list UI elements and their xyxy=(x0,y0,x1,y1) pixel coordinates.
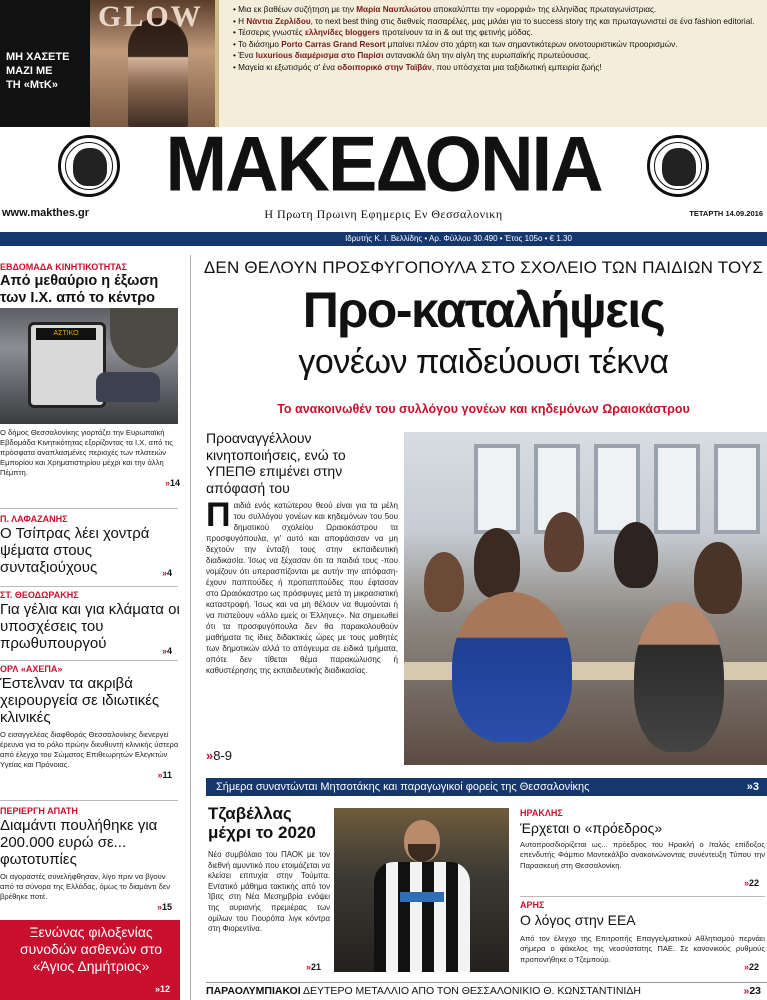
bus-sign: ΑΣΤΙΚΟ xyxy=(36,328,96,340)
football-player-photo xyxy=(334,808,509,972)
page-ref[interactable]: »11 xyxy=(157,770,172,780)
magazine-cover-image[interactable] xyxy=(90,0,215,127)
right-story-body: Αυτοπροσδιορίζεται ως... πρόεδρος του Ηρακλή ο Ιταλός επίδοξος επενδυτής Φάμπιο Μοντεκάλβο ανακοινώνοντας συνέντευξη Τύπου την Παρασκευή στη Θεσσαλονίκη. xyxy=(520,840,765,870)
story-headline[interactable]: Από μεθαύριο η έξωση των Ι.Χ. από το κέντρο xyxy=(0,273,159,306)
page-ref[interactable]: »15 xyxy=(156,902,172,912)
right-story-kicker: ΑΡΗΣ xyxy=(520,900,545,910)
left-story-2[interactable]: Π. ΛΑΦΑΖΑΝΗΣ Ο Τσίπρας λέει χοντρά ψέματα στους συνταξιούχους »4 xyxy=(0,514,172,578)
page-ref[interactable]: »21 xyxy=(306,962,322,972)
sports-body: Νέο συμβόλαιο του ΠΑΟΚ με τον διεθνή αμυντικό που ετοιμάζεται να κλείσει επιτυχία στην Τούμπα. Εντατικό μάθημα τακτικής από τον Ίβιτς στη Νέα Μεσημβρία ενόψει της αυριανής πρεμιέρας των ομίλων του Γιουρόπα λιγκ κόντρα στη Φιορεντίνα. xyxy=(208,850,330,934)
main-kicker: ΔΕΝ ΘΕΛΟΥΝ ΠΡΟΣΦΥΓΟΠΟΥΛΑ ΣΤΟ ΣΧΟΛΕΙΟ ΤΩΝ ΠΑΙΔΙΩΝ ΤΟΥΣ xyxy=(203,258,764,277)
right-story-headline[interactable]: Ο λόγος στην ΕΕΑ xyxy=(520,912,636,928)
right-story-headline[interactable]: Έρχεται ο «πρόεδρος» xyxy=(520,820,663,836)
page-ref[interactable]: »22 xyxy=(744,962,760,972)
classroom-children-photo xyxy=(404,432,767,765)
left-story-1[interactable] xyxy=(0,262,180,307)
story-kicker: ΕΒΔΟΜΑΔΑ ΚΙΝΗΤΙΚΟΤΗΤΑΣ xyxy=(0,262,128,272)
main-headline-line2[interactable]: γονέων παιδεύουσι τέκνα xyxy=(298,343,669,381)
main-subhead: Το ανακοινωθέν του συλλόγου γονέων και κηδεμόνων Ωραιοκάστρου xyxy=(277,402,690,416)
left-story-5[interactable]: ΠΕΡΙΕΡΓΗ ΑΠΑΤΗ Διαμάντι πουλήθηκε για 200.000 ευρώ σε... φωτοτυπίες Οι αγοραστές συνελήφθησαν, λίγο πριν να βγουν από τα σύνορα της Ελλάδας, όμως το διαμάντι δεν βρέθηκε ποτέ. »15 xyxy=(0,806,172,912)
page-ref[interactable]: »23 xyxy=(743,985,761,997)
promo-item[interactable]: • Τέσσερις γνωστές ελληνίδες bloggers προτείνουν τα in & out της φετινής μόδας. xyxy=(233,28,533,37)
sports-headline[interactable]: Τζαβέλλας μέχρι το 2020 xyxy=(208,804,316,842)
main-deck: Προαναγγέλλουν κινητοποιήσεις, ενώ το ΥΠΕΠΘ επιμένει στην απόφασή του xyxy=(206,430,346,496)
tagline: Η Πρωτη Πρωινη Εφημερις Εν Θεσσαλονικη xyxy=(264,207,503,221)
promo-left-text: ΜΗ ΧΑΣΕΤΕ ΜΑΖΙ ΜΕ ΤΗ «ΜτΚ» xyxy=(6,51,70,91)
column-divider xyxy=(190,255,191,1000)
promo-items-list xyxy=(215,0,767,127)
promo-item[interactable]: • Μια εκ βαθέων συζήτηση με την Μαρία Ναυπλιώτου αποκαλύπτει την «ομορφιά» της ελληνίδας πρωταγωνίστριας. xyxy=(233,5,657,14)
page-ref[interactable]: »4 xyxy=(161,646,172,656)
right-story-body: Από τον έλεγχο της Επιτροπής Επαγγελματικού Αθλητισμού περνάει σήμερα ο φάκελος της νεοσύστατης ΠΑΕ. Σε κανονικούς ρυθμούς προπονήθηκε ο Τζεμπούρ. xyxy=(520,934,765,964)
issue-info-bar: Ιδρυτής Κ. Ι. Βελλίδης • Αρ. Φύλλου 30.490 • Έτος 105ο • € 1.30 xyxy=(0,232,767,246)
website-link[interactable]: www.makthes.gr xyxy=(2,207,90,219)
dateline: ΤΕΤΑΡΤΗ 14.09.2016 xyxy=(689,209,763,218)
right-story-kicker: ΗΡΑΚΛΗΣ xyxy=(520,808,563,818)
page-ref[interactable]: »12 xyxy=(154,984,170,994)
left-story-4[interactable]: ΟΡΛ «ΑΧΕΠΑ» Έστελναν τα ακριβά χειρουργεία σε ιδιωτικές κλινικές Ο εισαγγελέας διαφθοράς Θεσσαλονίκης διενεργεί έρευνα για το ρόλο πρώην διευθυντή κλινικής ύστερα από έλεγχο του Σώματος Επιθεωρητών Ελεγκτών Υγείας και Πρόνοιας. »11 xyxy=(0,664,179,780)
red-promo-box[interactable]: Ξενώνας φιλοξενίας συνοδών ασθενών στο «Άγιος Δημήτριος» »12 xyxy=(0,920,180,1000)
blue-news-banner[interactable]: Σήμερα συναντώνται Μητσοτάκης και παραγωγικοί φορείς της Θεσσαλονίκης »3 xyxy=(206,778,767,796)
left-story-1-body: Ο δήμος Θεσσαλονίκης γιορτάζει την Ευρωπαϊκή Εβδομάδα Κινητικότητας εξορίζοντας τα Ι.Χ. από τις πρόσφατα αναπλασμένες περιοχές των πλατειών Εμπορίου και Χρηματιστηρίου μέχρι και την άλλη Πέμπτη. »14 xyxy=(0,428,180,488)
masthead xyxy=(0,119,767,232)
promo-item[interactable]: • Η Νάντια Ζερλίδου, το next best thing στις διεθνείς πασαρέλες, μας μιλάει για το success story της και πρωταγωνιστεί σε ένα fashion editorial. xyxy=(233,16,755,26)
bus-photo xyxy=(0,308,178,424)
promo-left-panel xyxy=(0,0,90,127)
page-ref[interactable]: »14 xyxy=(164,478,180,488)
divider xyxy=(520,896,765,897)
promo-item[interactable]: • Ένα luxurious διαμέρισμα στο Παρίσι αντανακλά όλη την αίγλη της ευρωπαϊκής πρωτεύουσας. xyxy=(233,51,591,60)
drop-cap: Π xyxy=(206,496,231,534)
page-ref[interactable]: »4 xyxy=(161,568,172,578)
bottom-news-strip[interactable]: ΠΑΡΑΟΛΥΜΠΙΑΚΟΙ ΔΕΥΤΕΡΟ ΜΕΤΑΛΛΙΟ ΑΠΟ ΤΟΝ ΘΕΣΣΑΛΟΝΙΚΙΟ Θ. ΚΩΝΣΤΑΝΤΙΝΙΔΗ »23 xyxy=(206,982,767,1000)
page-ref[interactable]: »22 xyxy=(744,878,760,888)
cover-model-figure xyxy=(128,18,188,127)
promo-item[interactable]: • Το διάσημο Porto Carras Grand Resort μπαίνει πλέον στο χάρτη και των σημαντικότερων οινοτουριστικών προορισμών. xyxy=(233,39,678,49)
promo-item[interactable]: • Μαγεία κι εξωτισμός σ' ένα οδοιπορικό στην Ταϊβάν, που υπόσχεται μια ταξιδιωτική εμπειρία ζωής! xyxy=(233,62,602,72)
main-page-ref[interactable]: »8-9 xyxy=(206,748,233,763)
page-ref[interactable]: »3 xyxy=(746,781,759,793)
left-story-3[interactable]: ΣΤ. ΘΕΟΔΩΡΑΚΗΣ Για γέλια και για κλάματα οι υποσχέσεις του πρωθυπουργού »4 xyxy=(0,590,180,656)
newspaper-logo[interactable]: ΜΑΚΕΔΟΝΙΑ xyxy=(165,119,602,208)
main-body: Παιδιά ενός κατώτερου θεού είναι για τα μέλη του συλλόγου γονέων και κηδεμόνων του 5ου δημοτικού σχολείου Ωραιοκάστρου τα προσφυγόπουλα, γι' αυτό και αποφάσισαν να μη δεχτούν την ένταξή τους στην εκπαιδευτική διαδικασία. Ίσως να ξέχασαν ότι τα παιδιά τους -που νομίζουν ότι υπερασπίζονται με αυτήν την απόφαση- έχουν παππούδες ή προπαππούδες που έφτασαν στο Ωραιόκαστρο ως πρόσφυγες μετά τη μικρασιατική καταστροφή. Ίσως και να μη θέλουν να θυμούνται ή να πιστεύουν «άλλο εμείς οι Έλληνες». Να σημειωθεί ότι τα προσφυγόπουλα δεν θα παρακολουθούν μαθήματα τις ίδιες διδακτικές ώρες με τους μαθητές των δημοτικών αλλά το απόγευμα σε ειδικά τμήματα, οπότε δεν τίθεται θέμα παρακώλυσης ή καθυστέρησης της εκπαιδευτικής διαδικασίας. xyxy=(206,496,398,675)
magazine-name: GLOW xyxy=(98,0,203,33)
main-headline-line1[interactable]: Προ-καταλήψεις xyxy=(302,282,665,338)
